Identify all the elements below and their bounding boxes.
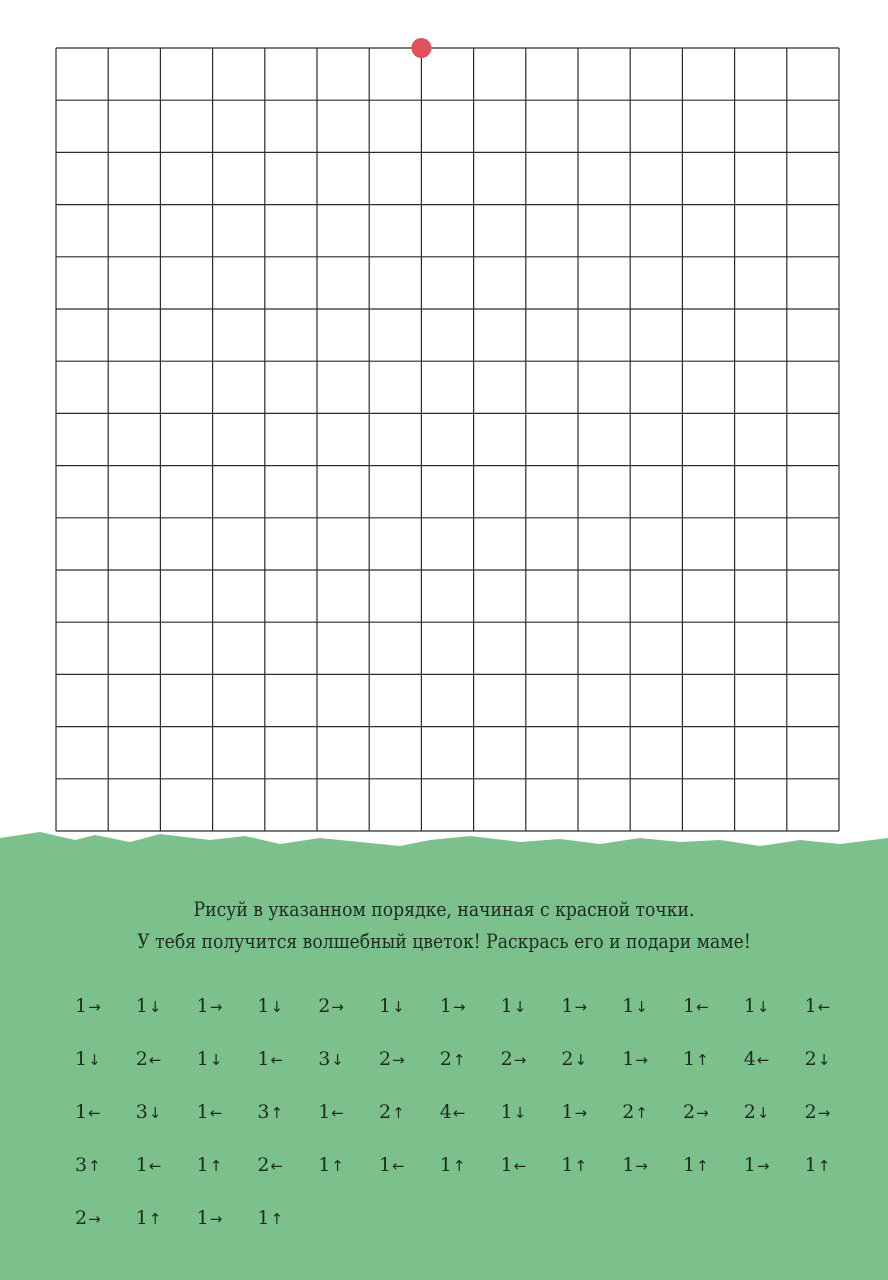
step-instruction: 1↑	[683, 1048, 709, 1070]
step-instruction: 2→	[683, 1101, 709, 1123]
step-instruction: 2←	[257, 1154, 284, 1176]
step-instruction: 4←	[439, 1101, 466, 1123]
step-instruction: 1↑	[804, 1154, 831, 1176]
step-instruction: 1→	[561, 1101, 588, 1123]
step-instruction: 1←	[683, 995, 709, 1017]
step-instruction: 1↓	[622, 995, 648, 1017]
step-instruction: 1↓	[75, 1048, 101, 1070]
step-instruction: 1↑	[683, 1154, 709, 1176]
step-instruction: 1←	[379, 1154, 405, 1176]
step-instruction: 4←	[743, 1048, 770, 1070]
step-instruction: 1→	[196, 995, 223, 1017]
step-instruction: 2↑	[622, 1101, 648, 1123]
step-instruction: 1↑	[318, 1154, 344, 1176]
step-instruction: 1↓	[743, 995, 770, 1017]
step-instruction: 2→	[804, 1101, 831, 1123]
step-instruction: 1↓	[379, 995, 405, 1017]
step-instruction: 1→	[622, 1154, 648, 1176]
start-dot	[411, 38, 431, 58]
step-instruction: 1→	[561, 995, 588, 1017]
step-instruction: 1←	[318, 1101, 344, 1123]
step-instruction: 2↓	[743, 1101, 770, 1123]
step-instruction: 1←	[196, 1101, 223, 1123]
step-instruction: 1→	[75, 995, 101, 1017]
step-instruction: 3↓	[135, 1101, 162, 1123]
instructions	[62, 893, 826, 957]
step-instruction: 1←	[500, 1154, 527, 1176]
instruction-line-1: Рисуй в указанном порядке, начиная с красной точки.	[193, 897, 695, 921]
step-instruction: 1→	[439, 995, 466, 1017]
step-instruction: 1←	[804, 995, 831, 1017]
step-instruction: 1→	[622, 1048, 648, 1070]
step-instruction: 1↑	[439, 1154, 466, 1176]
step-instruction: 1↑	[257, 1207, 284, 1229]
step-instruction: 1↑	[196, 1154, 223, 1176]
step-instruction: 1↑	[561, 1154, 588, 1176]
step-instruction: 2→	[318, 995, 344, 1017]
step-instruction: 1↑	[135, 1207, 162, 1229]
instruction-line-2: У тебя получится волшебный цветок! Раскрась его и подари маме!	[137, 929, 751, 953]
step-instruction: 1←	[257, 1048, 284, 1070]
step-instruction: 2↑	[379, 1101, 405, 1123]
step-instruction: 2→	[75, 1207, 101, 1229]
step-instruction: 2↓	[804, 1048, 831, 1070]
step-instruction: 3↑	[257, 1101, 284, 1123]
step-instruction: 1←	[135, 1154, 162, 1176]
step-instruction: 1↓	[500, 995, 527, 1017]
step-instruction: 2←	[135, 1048, 162, 1070]
step-instruction: 2→	[379, 1048, 405, 1070]
step-instruction: 1↓	[196, 1048, 223, 1070]
step-instruction: 1↓	[500, 1101, 527, 1123]
step-instruction: 1→	[743, 1154, 770, 1176]
grid-lines	[56, 48, 839, 831]
step-instruction: 1↓	[135, 995, 162, 1017]
step-instruction: 2↓	[561, 1048, 588, 1070]
step-instruction: 3↓	[318, 1048, 344, 1070]
step-instruction: 2↑	[439, 1048, 466, 1070]
step-instruction: 1↓	[257, 995, 284, 1017]
step-instruction: 2→	[500, 1048, 527, 1070]
step-instruction: 1→	[196, 1207, 223, 1229]
step-instruction: 1←	[75, 1101, 101, 1123]
step-instruction: 3↑	[75, 1154, 101, 1176]
